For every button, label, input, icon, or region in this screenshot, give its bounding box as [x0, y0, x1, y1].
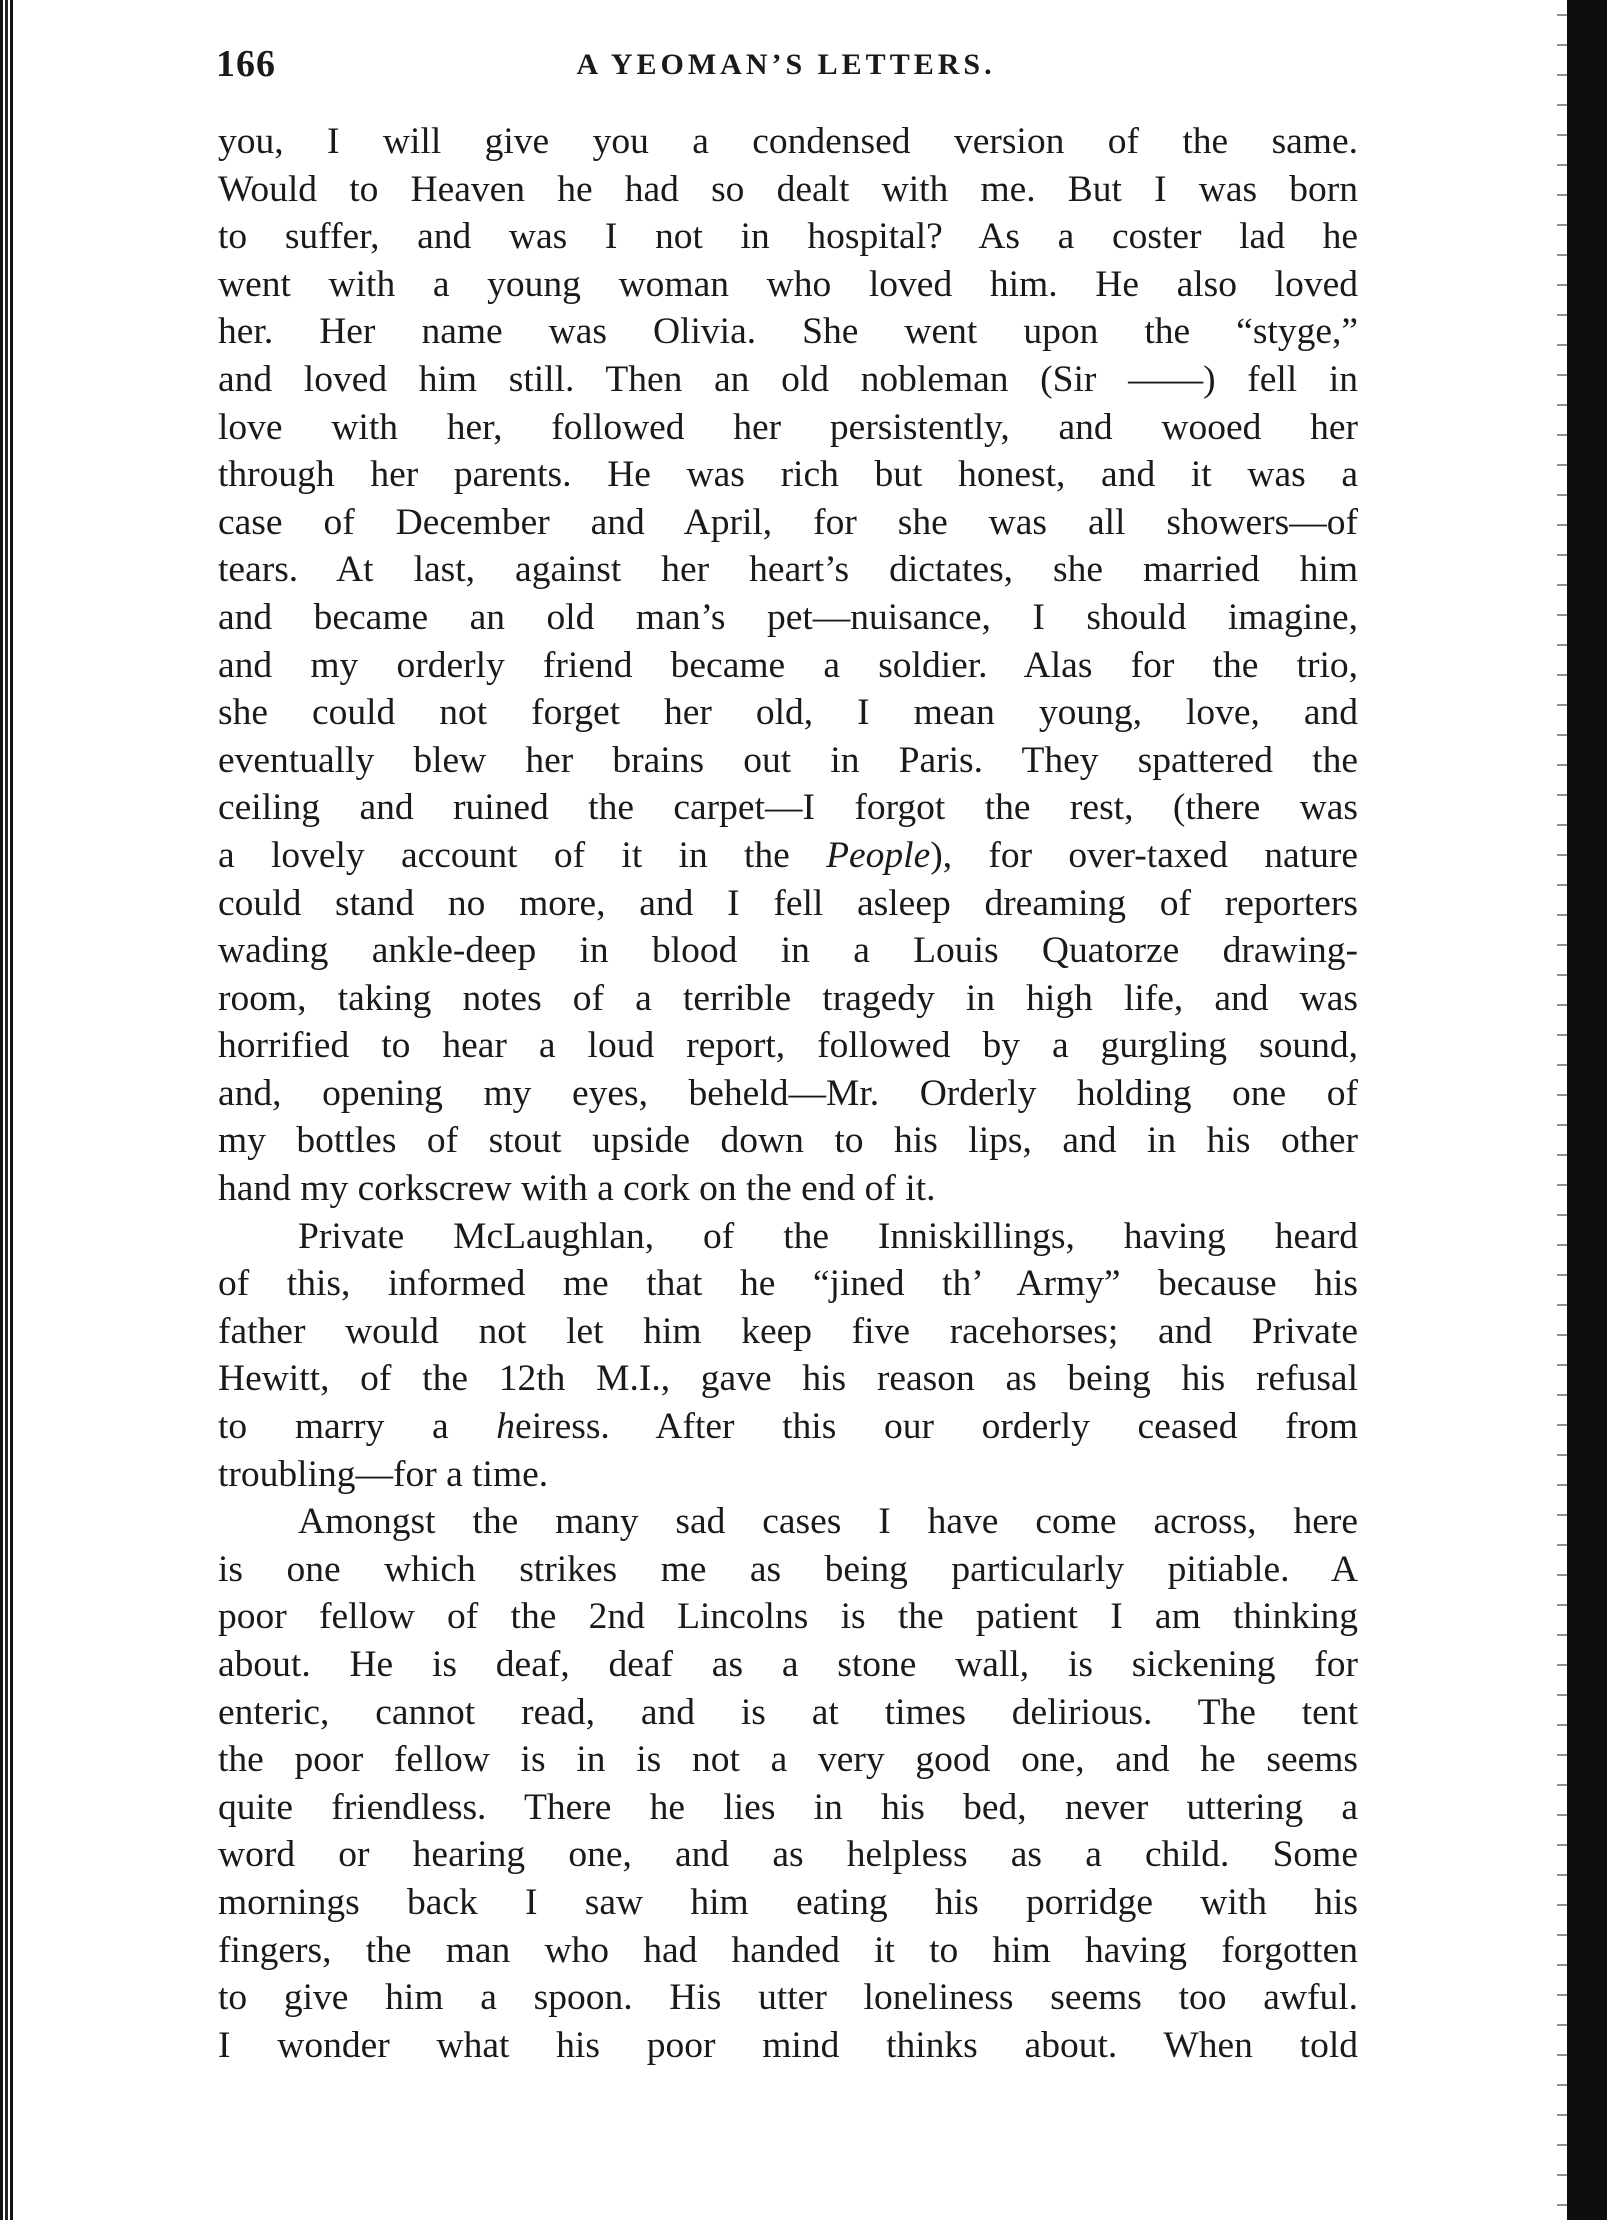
- paragraph: [218, 1213, 1358, 1499]
- running-head: A YEOMAN’S LETTERS.: [576, 48, 996, 81]
- text-line: mornings back I saw him eating his porridge with his: [218, 1881, 1358, 1923]
- text-line: she could not forget her old, I mean young, love, and: [218, 692, 1358, 734]
- text-line: a lovely account of it in the People), for over-taxed nature: [218, 834, 1358, 876]
- text-line: and became an old man’s pet—nuisance, I should imagine,: [218, 596, 1358, 638]
- text-line: her. Her name was Olivia. She went upon the “styge,”: [218, 311, 1358, 353]
- text-line: troubling—for a time.: [218, 1453, 549, 1495]
- text-line: is one which strikes me as being particularly pitiable. A: [218, 1548, 1358, 1590]
- text-line: to give him a spoon. His utter loneliness seems too awful.: [218, 1977, 1358, 2019]
- text-line: wading ankle-deep in blood in a Louis Quatorze drawing-: [218, 930, 1358, 972]
- text-line: my bottles of stout upside down to his lips, and in his other: [218, 1120, 1358, 1162]
- text-line: word or hearing one, and as helpless as a child. Some: [218, 1834, 1358, 1876]
- text-line: the poor fellow is in is not a very good one, and he seems: [218, 1739, 1358, 1781]
- text-line: to marry a heiress. After this our orderly ceased from: [218, 1406, 1358, 1448]
- scan-binding-edge-left: [0, 0, 16, 2220]
- page-header: [216, 42, 1356, 98]
- italic-letter: h: [496, 1406, 516, 1448]
- text-line: ceiling and ruined the carpet—I forgot the rest, (there was: [218, 787, 1358, 829]
- text-line: eventually blew her brains out in Paris. They spattered the: [218, 739, 1358, 781]
- text-line: you, I will give you a condensed version of the same.: [218, 121, 1358, 162]
- text-line: Hewitt, of the 12th M.I., gave his reason as being his refusal: [218, 1358, 1358, 1400]
- text-line: to suffer, and was I not in hospital? As a coster lad he: [218, 216, 1358, 258]
- text-line: about. He is deaf, deaf as a stone wall, is sickening for: [218, 1644, 1358, 1685]
- text-line: Would to Heaven he had so dealt with me. But I was born: [218, 168, 1358, 210]
- text-line: love with her, followed her persistently, and wooed her: [218, 406, 1358, 448]
- text-line: and, opening my eyes, beheld—Mr. Orderly holding one of: [218, 1072, 1358, 1114]
- text-line: and loved him still. Then an old nobleman (Sir ——) fell in: [218, 358, 1358, 400]
- text-line: went with a young woman who loved him. He also loved: [218, 263, 1358, 305]
- text-line: case of December and April, for she was all showers—of: [218, 501, 1358, 543]
- text-line: hand my corkscrew with a cork on the end of it.: [218, 1168, 936, 1210]
- text-line: could stand no more, and I fell asleep dreaming of reporters: [218, 882, 1358, 924]
- text-line: quite friendless. There he lies in his bed, never uttering a: [218, 1786, 1358, 1828]
- text-line: tears. At last, against her heart’s dictates, she married him: [218, 549, 1358, 591]
- text-line: and my orderly friend became a soldier. Alas for the trio,: [218, 644, 1358, 686]
- page-number: 166: [216, 43, 276, 85]
- text-line: through her parents. He was rich but honest, and it was a: [218, 454, 1358, 496]
- paragraph: [218, 118, 1358, 1213]
- text-line: father would not let him keep five racehorses; and Private: [218, 1310, 1358, 1352]
- text-line: fingers, the man who had handed it to him having forgotten: [218, 1929, 1358, 1971]
- italic-word: People: [826, 834, 931, 876]
- scan-page-fringe-right: [1557, 0, 1567, 2220]
- text-line: of this, informed me that he “jined th’ Army” because his: [218, 1263, 1358, 1305]
- text-line: Private McLaughlan, of the Inniskillings, having heard: [298, 1215, 1358, 1257]
- text-line: enteric, cannot read, and is at times delirious. The tent: [218, 1691, 1358, 1733]
- text-line: poor fellow of the 2nd Lincolns is the patient I am thinking: [218, 1596, 1358, 1638]
- text-line: horrified to hear a loud report, followed by a gurgling sound,: [218, 1025, 1358, 1067]
- text-line: room, taking notes of a terrible tragedy in high life, and was: [218, 977, 1358, 1019]
- scan-binding-edge-right: [1567, 0, 1607, 2220]
- text-line: Amongst the many sad cases I have come across, here: [298, 1501, 1358, 1543]
- paragraph: [218, 1498, 1358, 2069]
- text-line: I wonder what his poor mind thinks about. When told: [218, 2024, 1358, 2066]
- body-text: [218, 118, 1358, 2069]
